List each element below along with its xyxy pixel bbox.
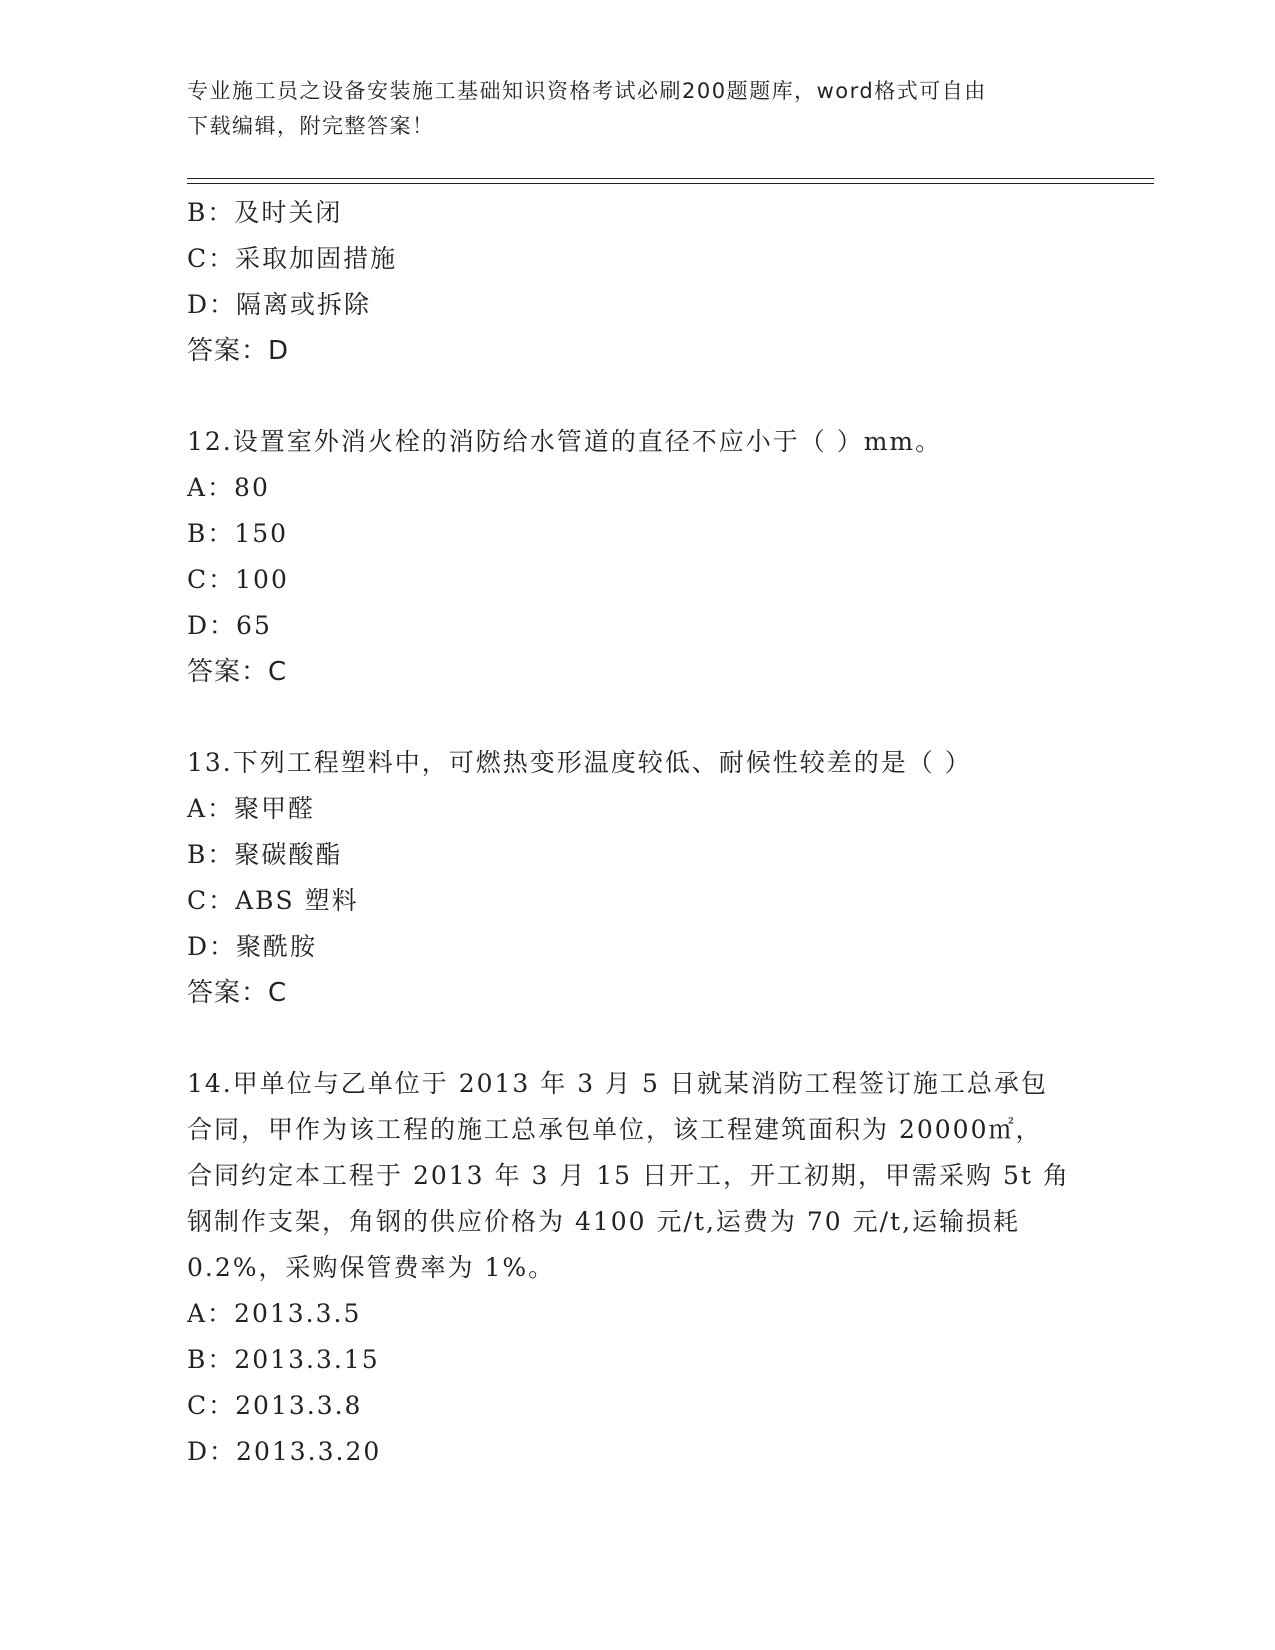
option-b: B：及时关闭 <box>187 198 343 227</box>
option-b: B：2013.3.15 <box>187 1345 380 1374</box>
question-text-line: 合同，甲作为该工程的施工总承包单位，该工程建筑面积为 20000㎡， <box>187 1115 1043 1144</box>
answer: 答案：D <box>187 336 290 366</box>
option-c: C：ABS 塑料 <box>187 886 359 915</box>
header-divider-bottom <box>187 183 1154 184</box>
option-d: D：隔离或拆除 <box>187 290 372 319</box>
option-c: C：100 <box>187 565 289 594</box>
document-header <box>187 74 1067 144</box>
question-13 <box>187 740 1087 1016</box>
question-11-tail <box>187 190 1087 374</box>
question-14 <box>187 1061 1087 1475</box>
question-text-line: 0.2%，采购保管费率为 1%。 <box>187 1253 556 1282</box>
question-12 <box>187 419 1087 695</box>
header-line-1: 专业施工员之设备安装施工基础知识资格考试必刷200题题库，word格式可自由 <box>187 79 987 103</box>
option-d: D：2013.3.20 <box>187 1437 382 1466</box>
header-divider-top <box>187 178 1154 179</box>
question-text: 12.设置室外消火栓的消防给水管道的直径不应小于（ ）mm。 <box>187 427 943 456</box>
option-b: B：150 <box>187 519 289 548</box>
option-a: A：2013.3.5 <box>187 1299 362 1328</box>
option-c: C：采取加固措施 <box>187 244 398 273</box>
option-a: A：聚甲醛 <box>187 794 316 823</box>
question-text: 13.下列工程塑料中，可燃热变形温度较低、耐候性较差的是（ ） <box>187 748 972 777</box>
question-text-line: 合同约定本工程于 2013 年 3 月 15 日开工，开工初期，甲需采购 5t 角 <box>187 1161 1070 1190</box>
header-line-2: 下载编辑，附完整答案！ <box>187 114 435 138</box>
option-d: D：聚酰胺 <box>187 932 318 961</box>
option-c: C：2013.3.8 <box>187 1391 363 1420</box>
question-list <box>187 190 1087 1475</box>
answer: 答案：C <box>187 657 288 687</box>
question-text-line: 钢制作支架，角钢的供应价格为 4100 元/t,运费为 70 元/t,运输损耗 <box>187 1207 1021 1236</box>
option-d: D：65 <box>187 611 272 640</box>
option-a: A：80 <box>187 473 270 502</box>
question-text-line: 14.甲单位与乙单位于 2013 年 3 月 5 日就某消防工程签订施工总承包 <box>187 1069 1048 1098</box>
option-b: B：聚碳酸酯 <box>187 840 343 869</box>
answer: 答案：C <box>187 978 288 1008</box>
